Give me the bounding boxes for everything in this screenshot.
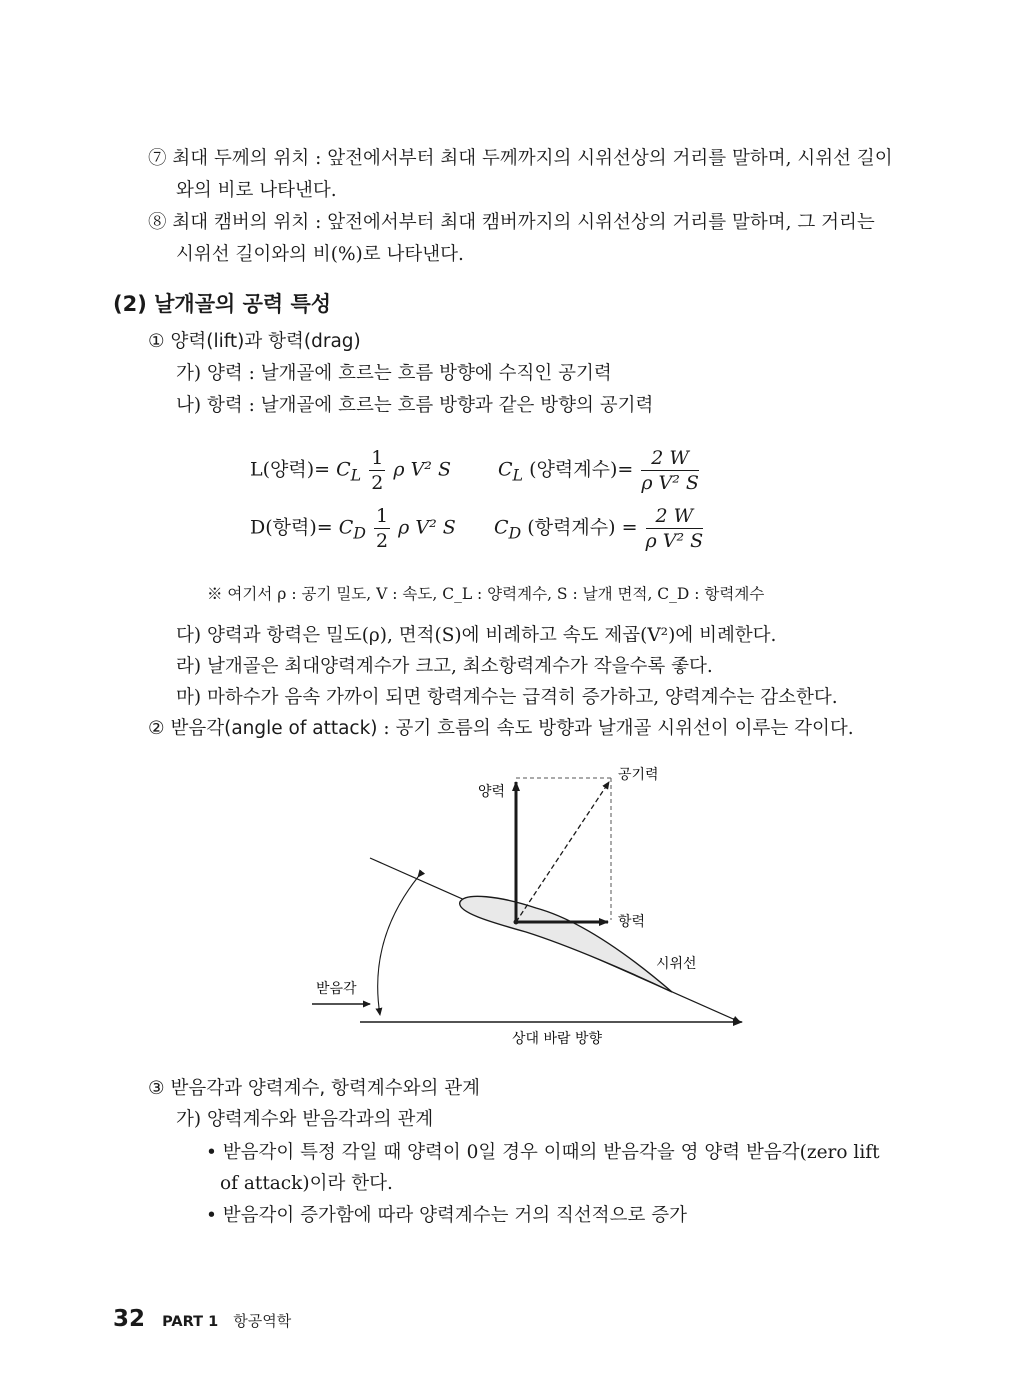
label-aero-force: 공기력 <box>618 767 659 783</box>
sub2-heading: ② 받음각(angle of attack) : 공기 흐름의 속도 방향과 날개골 시위선이 이루는 각이다. <box>148 718 854 739</box>
angle-of-attack-diagram <box>300 760 760 1060</box>
page-footer <box>113 1306 291 1332</box>
drag-equation: D(항력)= $C_D$ $\frac{1}{2}$ ρ V² S <box>250 505 456 552</box>
sub3-heading: ③ 받음각과 양력계수, 항력계수와의 관계 <box>148 1078 480 1099</box>
page-number: 32 <box>113 1306 146 1332</box>
airfoil-shape <box>460 896 672 992</box>
lift-coef-equation: $C_L$ (양력계수)= $\frac{2 W}{\text{ρ V² S}}$ <box>498 447 699 494</box>
part-label: PART 1 <box>162 1314 219 1330</box>
bullet-2-line1: • 받음각이 증가함에 따라 양력계수는 거의 직선적으로 증가 <box>206 1205 687 1226</box>
bullet-1-line1: • 받음각이 특정 각일 때 양력이 0일 경우 이때의 받음각을 영 양력 받음각(zero lift <box>206 1142 880 1163</box>
sub1-item-a: 가) 양력 : 날개골에 흐르는 흐름 방향에 수직인 공기력 <box>176 363 612 384</box>
item-8-line2: 시위선 길이와의 비(%)로 나타낸다. <box>176 244 464 265</box>
aero-force-arrow <box>516 782 609 922</box>
sub1-heading: ① 양력(lift)과 항력(drag) <box>148 331 361 352</box>
drag-coef-equation: $C_D$ (항력계수) = $\frac{2 W}{\text{ρ V² S}}$ <box>494 505 704 552</box>
sub1-item-d: 라) 날개골은 최대양력계수가 크고, 최소항력계수가 작을수록 좋다. <box>176 656 713 677</box>
bullet-1-line2: of attack)이라 한다. <box>220 1173 393 1194</box>
label-relative-wind: 상대 바람 방향 <box>512 1031 603 1047</box>
sub1-item-c: 다) 양력과 항력은 밀도(ρ), 면적(S)에 비례하고 속도 제곱(V²)에 비례한다. <box>176 625 777 646</box>
item-7-line1: ⑦ 최대 두께의 위치 : 앞전에서부터 최대 두께까지의 시위선상의 거리를 말하며, 시위선 길이 <box>148 148 893 169</box>
label-chord: 시위선 <box>656 956 697 972</box>
subject-label: 항공역학 <box>233 1312 292 1330</box>
label-aoa: 받음각 <box>316 981 357 997</box>
symbol-note: ※ 여기서 ρ : 공기 밀도, V : 속도, C_L : 양력계수, S : 날개 면적, C_D : 항력계수 <box>207 585 765 603</box>
section-title: (2) 날개골의 공력 특성 <box>113 292 332 316</box>
item-8-line1: ⑧ 최대 캠버의 위치 : 앞전에서부터 최대 캠버까지의 시위선상의 거리를 말하며, 그 거리는 <box>148 212 875 233</box>
label-lift: 양력 <box>478 784 506 800</box>
sub1-item-e: 마) 마하수가 음속 가까이 되면 항력계수는 급격히 증가하고, 양력계수는 감소한다. <box>176 687 838 708</box>
item-7-line2: 와의 비로 나타낸다. <box>176 180 337 201</box>
sub3-item-a: 가) 양력계수와 받음각과의 관계 <box>176 1109 434 1130</box>
sub1-item-b: 나) 항력 : 날개골에 흐르는 흐름 방향과 같은 방향의 공기력 <box>176 395 654 416</box>
label-drag: 항력 <box>618 914 646 930</box>
aoa-arc <box>378 877 418 1015</box>
lift-equation: L(양력)= $C_L$ $\frac{1}{2}$ ρ V² S <box>250 447 451 494</box>
